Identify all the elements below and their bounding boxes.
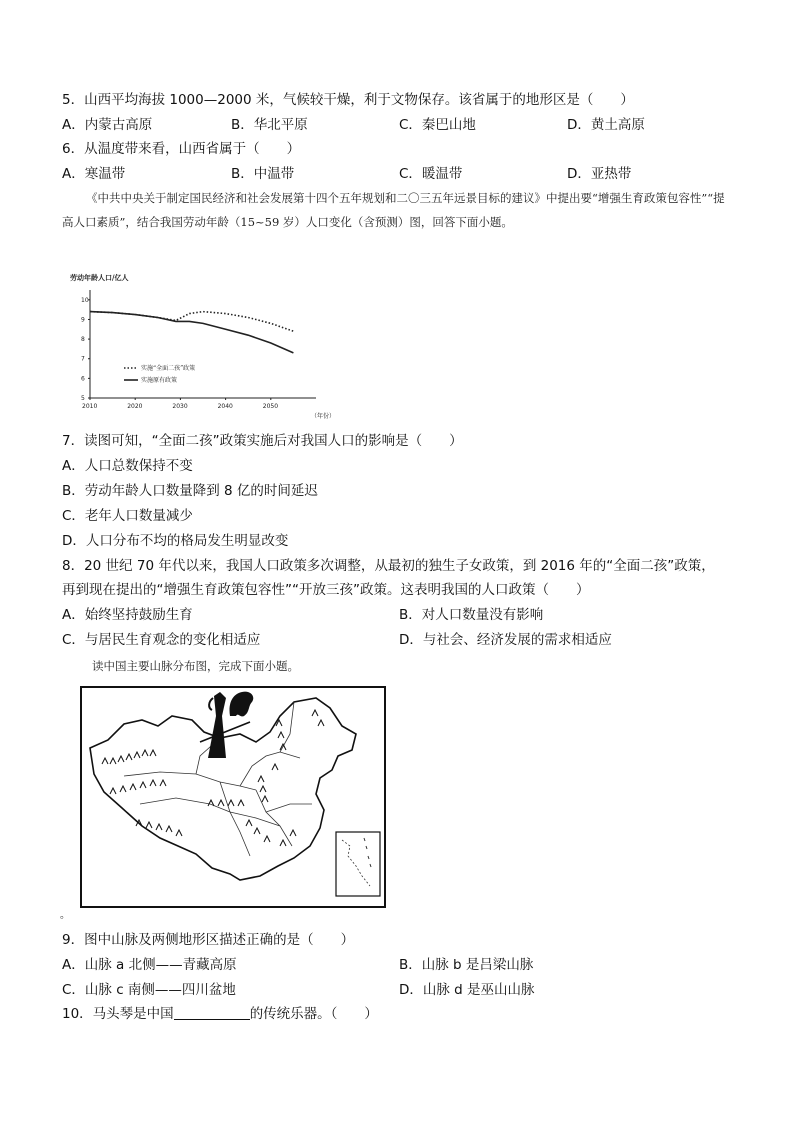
q10-stem-before: 10．马头琴是中国 [62,1006,174,1022]
q6-option-b[interactable]: B．中温带 [231,166,295,182]
q7-option-c[interactable]: C．老年人口数量减少 [62,508,193,524]
chart-x-tick-label: 2040 [217,403,233,410]
question-7-stem: 7．读图可知，“全面二孩”政策实施后对我国人口的影响是（ ） [62,433,463,449]
q7-option-a[interactable]: A．人口总数保持不变 [62,458,193,474]
south-china-sea-inset [336,832,380,896]
q5-option-d[interactable]: D．黄土高原 [567,117,645,133]
chart-x-axis-label: （年份） [311,413,336,420]
q9-option-c[interactable]: C．山脉 c 南侧——四川盆地 [62,982,236,998]
china-mountain-map [80,686,386,908]
q5-option-b[interactable]: B．华北平原 [231,117,308,133]
q9-option-b[interactable]: B．山脉 b 是吕梁山脉 [399,957,534,973]
q7-option-d[interactable]: D．人口分布不均的格局发生明显改变 [62,533,289,549]
q10-stem-after: 的传统乐器。（ ） [249,1006,378,1022]
q5-option-c[interactable]: C．秦巴山地 [399,117,476,133]
legend-label-original: 实施原有政策 [141,377,178,384]
intro-paragraph-mountains: 读中国主要山脉分布图，完成下面小题。 [92,659,299,673]
q7-option-b[interactable]: B．劳动年龄人口数量降到 8 亿的时间延迟 [62,483,318,499]
question-6-stem: 6．从温度带来看，山西省属于（ ） [62,141,301,157]
chart-x-tick-label: 2050 [262,403,279,410]
chart-y-tick-label: 6 [81,375,85,383]
series-line-original-policy [90,312,293,353]
legend-label-two-child: 实施“全面二孩”政策 [141,365,196,372]
chart-y-tick-label: 9 [81,316,85,324]
q10-answer-blank[interactable] [174,1005,250,1020]
q9-option-a[interactable]: A．山脉 a 北侧——青藏高原 [62,957,237,973]
question-5-stem: 5．山西平均海拔 1000—2000 米，气候较干燥，利于文物保存。该省属于的地形区是（ ） [62,92,634,108]
question-8-stem-line2: 再到现在提出的“增强生育政策包容性”“开放三孩”政策。这表明我国的人口政策（ ） [62,582,590,598]
question-9-stem: 9．图中山脉及两侧地形区描述正确的是（ ） [62,932,355,948]
chart-y-tick-label: 10 [81,296,89,304]
question-8-stem-line1: 8．20 世纪 70 年代以来，我国人口政策多次调整，从最初的独生子女政策，到 2016 年的“全面二孩”政策， [62,558,715,574]
chart-x-tick-label: 2030 [172,403,188,410]
chart-x-tick-label: 2020 [127,403,143,410]
q6-option-d[interactable]: D．亚热带 [567,166,632,182]
chart-x-tick-label: 2010 [82,403,98,410]
q8-option-b[interactable]: B．对人口数量没有影响 [399,607,544,623]
stray-dot: 。 [60,910,70,921]
q8-option-c[interactable]: C．与居民生育观念的变化相适应 [62,632,261,648]
chart-legend [124,364,195,384]
chart-y-tick-label: 8 [81,336,85,344]
q9-option-d[interactable]: D．山脉 d 是巫山山脉 [399,982,535,998]
chart-y-tick-label: 7 [81,355,85,363]
chart-y-axis-label: 劳动年龄人口/亿人 [70,273,129,282]
q5-option-a[interactable]: A．内蒙古高原 [62,117,153,133]
labor-population-chart [66,270,336,420]
intro-paragraph-population: 《中共中央关于制定国民经济和社会发展第十四个五年规划和二〇三五年远景目标的建议》中提出要“增强生育政策包容性”“提高人口素质”，结合我国劳动年龄（15~59 岁）人口变化（含预测）图，回答下面小题。 [62,191,725,229]
question-10-stem [62,1004,378,1024]
q8-option-a[interactable]: A．始终坚持鼓励生育 [62,607,193,623]
q6-option-a[interactable]: A．寒温带 [62,166,126,182]
q6-option-c[interactable]: C．暖温带 [399,166,463,182]
q8-option-d[interactable]: D．与社会、经济发展的需求相适应 [399,632,612,648]
chart-y-tick-label: 5 [81,395,85,402]
